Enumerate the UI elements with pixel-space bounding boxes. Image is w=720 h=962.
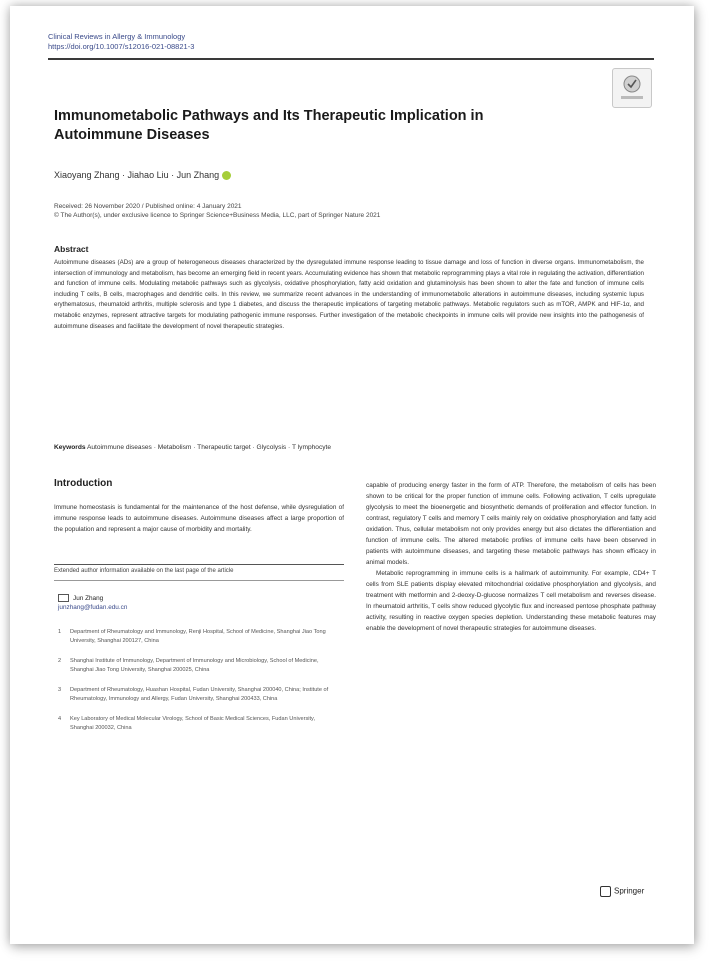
- doi-link[interactable]: https://doi.org/10.1007/s12016-021-08821-3: [48, 42, 195, 51]
- author-names[interactable]: Xiaoyang Zhang · Jiahao Liu · Jun Zhang: [54, 170, 220, 180]
- keywords-line: [54, 444, 644, 451]
- received-line: Received: 26 November 2020 / Published online: 4 January 2021: [54, 203, 242, 210]
- publication-info: [54, 202, 574, 220]
- extended-author-caption: Extended author information available on the last page of the article: [54, 568, 234, 574]
- page-frame: [10, 6, 694, 944]
- right-column-text: [366, 480, 656, 856]
- note-number: 4: [58, 716, 62, 722]
- note-text: Department of Rheumatology, Huashan Hospital, Fudan University, Shanghai 200040, China; Institute of Rheumatology, Immunology and Allergy, Fudan University, Shanghai 200433, China: [70, 687, 329, 702]
- envelope-icon: [58, 594, 69, 602]
- paragraph: capable of producing energy faster in the form of ATP. Therefore, the metabolism of cells has been shown to be critical for the proper function of immune cells. Following activation, T cells upregulate glycolysis to meet the bioenergetic and biosynthetic demands of proliferation and effector function. In contrast, regulatory T cells and memory T cells mainly rely on oxidative phosphorylation and fatty acid oxidation. Thus, cellular metabolism not only provides energy but also dictates the differentiation and function of immune cells. The altered metabolic profiles of immune cells have been observed in patients with autoimmune diseases, and targeting these metabolic pathways has shown efficacy in animal models.: [366, 482, 656, 566]
- introduction-heading: Introduction: [54, 478, 113, 489]
- header-rule: [48, 58, 654, 60]
- orcid-icon[interactable]: [222, 171, 231, 180]
- abstract-heading: Abstract: [54, 244, 89, 254]
- note-number: 3: [58, 687, 62, 693]
- journal-header: [48, 32, 194, 52]
- crossmark-badge[interactable]: [612, 68, 652, 108]
- journal-name[interactable]: Clinical Reviews in Allergy & Immunology: [48, 32, 186, 41]
- paragraph: Metabolic reprogramming in immune cells is a hallmark of autoimmunity. For example, CD4+ T cells from SLE patients display elevated mitochondrial oxidative phosphorylation and glycolysis, and treatment with metformin and 2-deoxy-D-glucose normalizes T cell metabolism and reverses disease. In rheumatoid arthritis, T cells show reduced glycolytic flux and increased pentose phosphate pathway activity, resulting in reactive oxygen species depletion. Understanding these metabolic features may enable the development of novel therapeutic strategies for autoimmune diseases.: [366, 570, 656, 632]
- corresponding-email[interactable]: junzhang@fudan.edu.cn: [58, 604, 128, 611]
- article-title: Immunometabolic Pathways and Its Therapeutic Implication in Autoimmune Diseases: [54, 108, 484, 143]
- publisher-logo: [600, 886, 644, 897]
- keywords-label: Keywords: [54, 444, 86, 451]
- correspondence: [58, 594, 338, 612]
- note-number: 2: [58, 658, 62, 664]
- note-number: 1: [58, 629, 62, 635]
- springer-horse-icon: [600, 886, 611, 897]
- affiliation-note: [58, 628, 338, 646]
- abstract-text: Autoimmune diseases (ADs) are a group of heterogeneous diseases characterized by the dysregulated immune response leading to tissue damage and loss of function in diverse organs. Immunometabolism, the intersection of immunology and metabolism, has become an emerging field in recent years. Accumulating evidence has shown that metabolic reprogramming plays a vital role in regulating the activation, differentiation and function of immune cells. Modulating metabolic pathways such as glycolysis, oxidative phosphorylation, fatty acid oxidation and glutaminolysis has been shown to alter the fate and function of immune cells including T cells, B cells, macrophages and dendritic cells. In this review, we summarize recent advances in the understanding of immunometabolic alterations in autoimmune diseases, including systemic lupus erythematosus, rheumatoid arthritis, multiple sclerosis and type 1 diabetes, and discuss the therapeutic implications of targeting metabolic pathways. Metabolic regulators such as mTOR, AMPK and HIF-1α, and metabolic enzymes, represent attractive targets for modulating pathogenic immune responses. Further investigation of the metabolic checkpoints in immune cells will provide new insights into the pathogenesis of autoimmune diseases and facilitate the development of novel therapeutic strategies.: [54, 259, 644, 330]
- affiliation-note: [58, 715, 338, 733]
- footnote-rule: [54, 580, 344, 581]
- note-text: Shanghai Institute of Immunology, Department of Immunology and Microbiology, School of Medicine, Shanghai Jiao Tong University, Shanghai 200025, China: [70, 658, 319, 673]
- copyright-line: © The Author(s), under exclusive licence to Springer Science+Business Media, LLC, part of Springer Nature 2021: [54, 212, 381, 219]
- affiliation-notes: [58, 628, 338, 744]
- note-text: Key Laboratory of Medical Molecular Virology, School of Basic Medical Sciences, Fudan University, Shanghai 200032, China: [70, 716, 315, 731]
- introduction-text: Immune homeostasis is fundamental for the maintenance of the host defense, while dysregulation of immune response leads to autoimmune diseases. Autoimmune diseases affect a large proportion of the population and represent a major cause of morbidity and mortality.: [54, 504, 344, 533]
- affiliation-note: [58, 686, 338, 704]
- affiliation-note: [58, 657, 338, 675]
- author-list: [54, 170, 231, 180]
- keywords-text: Autoimmune diseases · Metabolism · Therapeutic target · Glycolysis · T lymphocyte: [86, 444, 332, 451]
- crossmark-icon: [613, 69, 651, 107]
- note-text: Department of Rheumatology and Immunology, Renji Hospital, School of Medicine, Shanghai Jiao Tong University, Shanghai 200127, China: [70, 629, 326, 644]
- extended-author-info: [54, 564, 344, 581]
- publisher-name: Springer: [614, 886, 645, 896]
- corresponding-author: Jun Zhang: [73, 595, 104, 602]
